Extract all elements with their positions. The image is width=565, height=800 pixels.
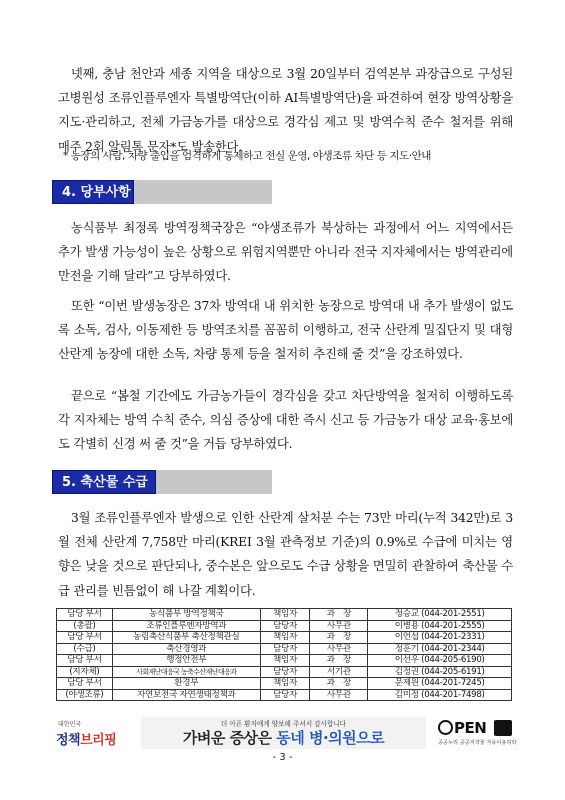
- table-row: [57, 632, 512, 644]
- table-cell-role: 책임자: [260, 655, 310, 667]
- footnote: * 농장의 사람, 차량 출입을 엄격하게 통제하고 전실 운영, 야생조류 차단 등 지도·안내: [63, 150, 431, 162]
- table-cell-title: 과 장: [310, 655, 368, 667]
- table-cell-dept: 환경부: [112, 678, 260, 690]
- table-cell-person: 김정권 (044-205-6191): [368, 666, 512, 678]
- banner-main-text: [141, 727, 426, 748]
- table-cell-dept: 농림축산식품부 축산정책관실: [112, 632, 260, 644]
- open-wordmark: [438, 719, 486, 737]
- paragraph-also: [58, 294, 513, 367]
- table-cell-title: 과 장: [310, 609, 368, 621]
- table-cell-dept-role: 담당 부서: [57, 632, 113, 644]
- open-word-text: PEN: [454, 719, 487, 737]
- table-cell-dept-role: 담당 부서: [57, 655, 113, 667]
- table-row: [57, 689, 512, 701]
- table-cell-dept: 축산경영과: [112, 643, 260, 655]
- table-cell-person: 문제원 (044-201-7245): [368, 678, 512, 690]
- table-cell-dept-role: (총괄): [57, 620, 113, 632]
- table-cell-dept-role: 담당 부서: [57, 678, 113, 690]
- table-cell-role: 책임자: [260, 632, 310, 644]
- table-cell-dept: 농식품부 방역정책국: [112, 609, 260, 621]
- table-cell-person: 정승교 (044-201-2551): [368, 609, 512, 621]
- open-desc: 공공누리 공공저작물 자유이용허락: [438, 740, 517, 746]
- table-cell-dept-role: (야생조류): [57, 689, 113, 701]
- table-cell-title: 과 장: [310, 678, 368, 690]
- paragraph-text: 농식품부 최정록 방역정책국장은 “야생조류가 북상하는 과정에서 어느 지역에서든 추가 발생 가능성이 높은 상황으로 위험지역뿐만 아니라 전국 지자체에서는 방역관리에 만전을 기해 달라”고 당부하였다.: [58, 221, 513, 284]
- table-cell-title: 사무관: [310, 620, 368, 632]
- table-cell-person: 이언섭 (044-201-2331): [368, 632, 512, 644]
- table-row: [57, 666, 512, 678]
- table-cell-role: 담당자: [260, 689, 310, 701]
- table-cell-dept-role: (지자체): [57, 666, 113, 678]
- table-row: [57, 620, 512, 632]
- table-cell-person: 이병용 (044-201-2555): [368, 620, 512, 632]
- table-cell-role: 담당자: [260, 620, 310, 632]
- table-cell-title: 과 장: [310, 632, 368, 644]
- table-cell-dept: 사회재난대응국 농축수산재난대응과: [112, 666, 260, 678]
- table-row: [57, 643, 512, 655]
- paragraph-director-request: [58, 216, 513, 289]
- banner-top-text: 더 아픈 환자에게 양보해 주셔서 감사합니다: [220, 720, 347, 728]
- banner-main-b: 동네 병·의원으로: [276, 729, 385, 747]
- paragraph-supply: [58, 506, 513, 603]
- paragraph-text: 끝으로 “봄철 기간에도 가금농가들이 경각심을 갖고 차단방역을 철저히 이행하도록 각 지자체는 방역 수칙 준수, 의심 증상에 대한 즉시 신고 등 가금농가 대상 교육·홍보에도 각별히 신경 써 줄 것”을 거듭 당부하였다.: [58, 389, 513, 452]
- section-heading-5-label: 5. 축산물 수급: [52, 470, 156, 494]
- page-number: - 3 -: [272, 752, 293, 763]
- table-cell-person: 이선우 (044-205-6190): [368, 655, 512, 667]
- section-heading-5: [52, 470, 272, 494]
- table-cell-title: 서기관: [310, 666, 368, 678]
- brand-big-text: [56, 729, 116, 748]
- brand-part-a: 정책: [56, 733, 81, 748]
- table-cell-dept: 자연보전국 자연생태정책과: [112, 689, 260, 701]
- license-badge-icon: [494, 720, 512, 736]
- paragraph-finally: [58, 384, 513, 457]
- paragraph-text: 3월 조류인플루엔자 발생으로 인한 산란계 살처분 수는 73만 마리(누적 342만)로 3월 전체 산란계 7,758만 마리(KREI 3월 관측정보 기준)의 0.9%로 수급에 미치는 영향은 낮을 것으로 판단되나, 중수본은 앞으로도 수급 상황을 면밀히 관찰하여 축산물 수급 관리를 빈틈없이 해 나갈 계획이다.: [58, 511, 513, 598]
- clinic-campaign-banner[interactable]: [141, 717, 426, 749]
- table-cell-title: 사무관: [310, 689, 368, 701]
- banner-main-a: 가벼운 증상은: [182, 729, 277, 747]
- table-row: [57, 678, 512, 690]
- brand-part-b: 브리핑: [80, 733, 117, 748]
- paragraph-antinfluenza-team: [58, 62, 513, 159]
- footer-banner-area: [56, 717, 516, 749]
- table-cell-person: 정훈기 (044-201-2344): [368, 643, 512, 655]
- table-cell-dept: 조류인플루엔자방역과: [112, 620, 260, 632]
- table-cell-role: 책임자: [260, 609, 310, 621]
- table-cell-dept: 행정안전부: [112, 655, 260, 667]
- section-heading-4: [52, 180, 272, 204]
- table-row: [57, 609, 512, 621]
- table-row: [57, 655, 512, 667]
- section-heading-4-label: 4. 당부사항: [52, 180, 134, 204]
- paragraph-text: 넷째, 충남 천안과 세종 지역을 대상으로 3월 20일부터 검역본부 과장급으로 구성된 고병원성 조류인플루엔자 특별방역단(이하 AI특별방역단)을 파견하여 현장 방역상황을 지도·관리하고, 전체 가금농가를 대상으로 경각심 제고 및 방역수칙 준수 철저를 위해 매주 2회 알림톡 문자*도 발송한다.: [58, 67, 513, 154]
- table-cell-role: 책임자: [260, 678, 310, 690]
- paragraph-text: 또한 “이번 발생농장은 37차 방역대 내 위치한 농장으로 방역대 내 추가 발생이 없도록 소독, 검사, 이동제한 등 방역조치를 꼼꼼히 이행하고, 전국 산란계 밀집단지 및 대형산란계 농장에 대한 소독, 차량 통제 등을 철저히 추진해 줄 것”을 강조하였다.: [58, 299, 513, 362]
- table-cell-dept-role: 담당 부서: [57, 609, 113, 621]
- table-cell-person: 김미정 (044-201-7498): [368, 689, 512, 701]
- kogl-open-logo[interactable]: [436, 717, 516, 749]
- open-o-icon: [438, 720, 453, 735]
- contact-table: [56, 608, 512, 701]
- table-cell-title: 사무관: [310, 643, 368, 655]
- table-cell-role: 담당자: [260, 643, 310, 655]
- policy-briefing-logo[interactable]: [56, 717, 126, 749]
- table-cell-role: 담당자: [260, 666, 310, 678]
- brand-small-text: 대한민국: [58, 721, 82, 728]
- table-cell-dept-role: (수급): [57, 643, 113, 655]
